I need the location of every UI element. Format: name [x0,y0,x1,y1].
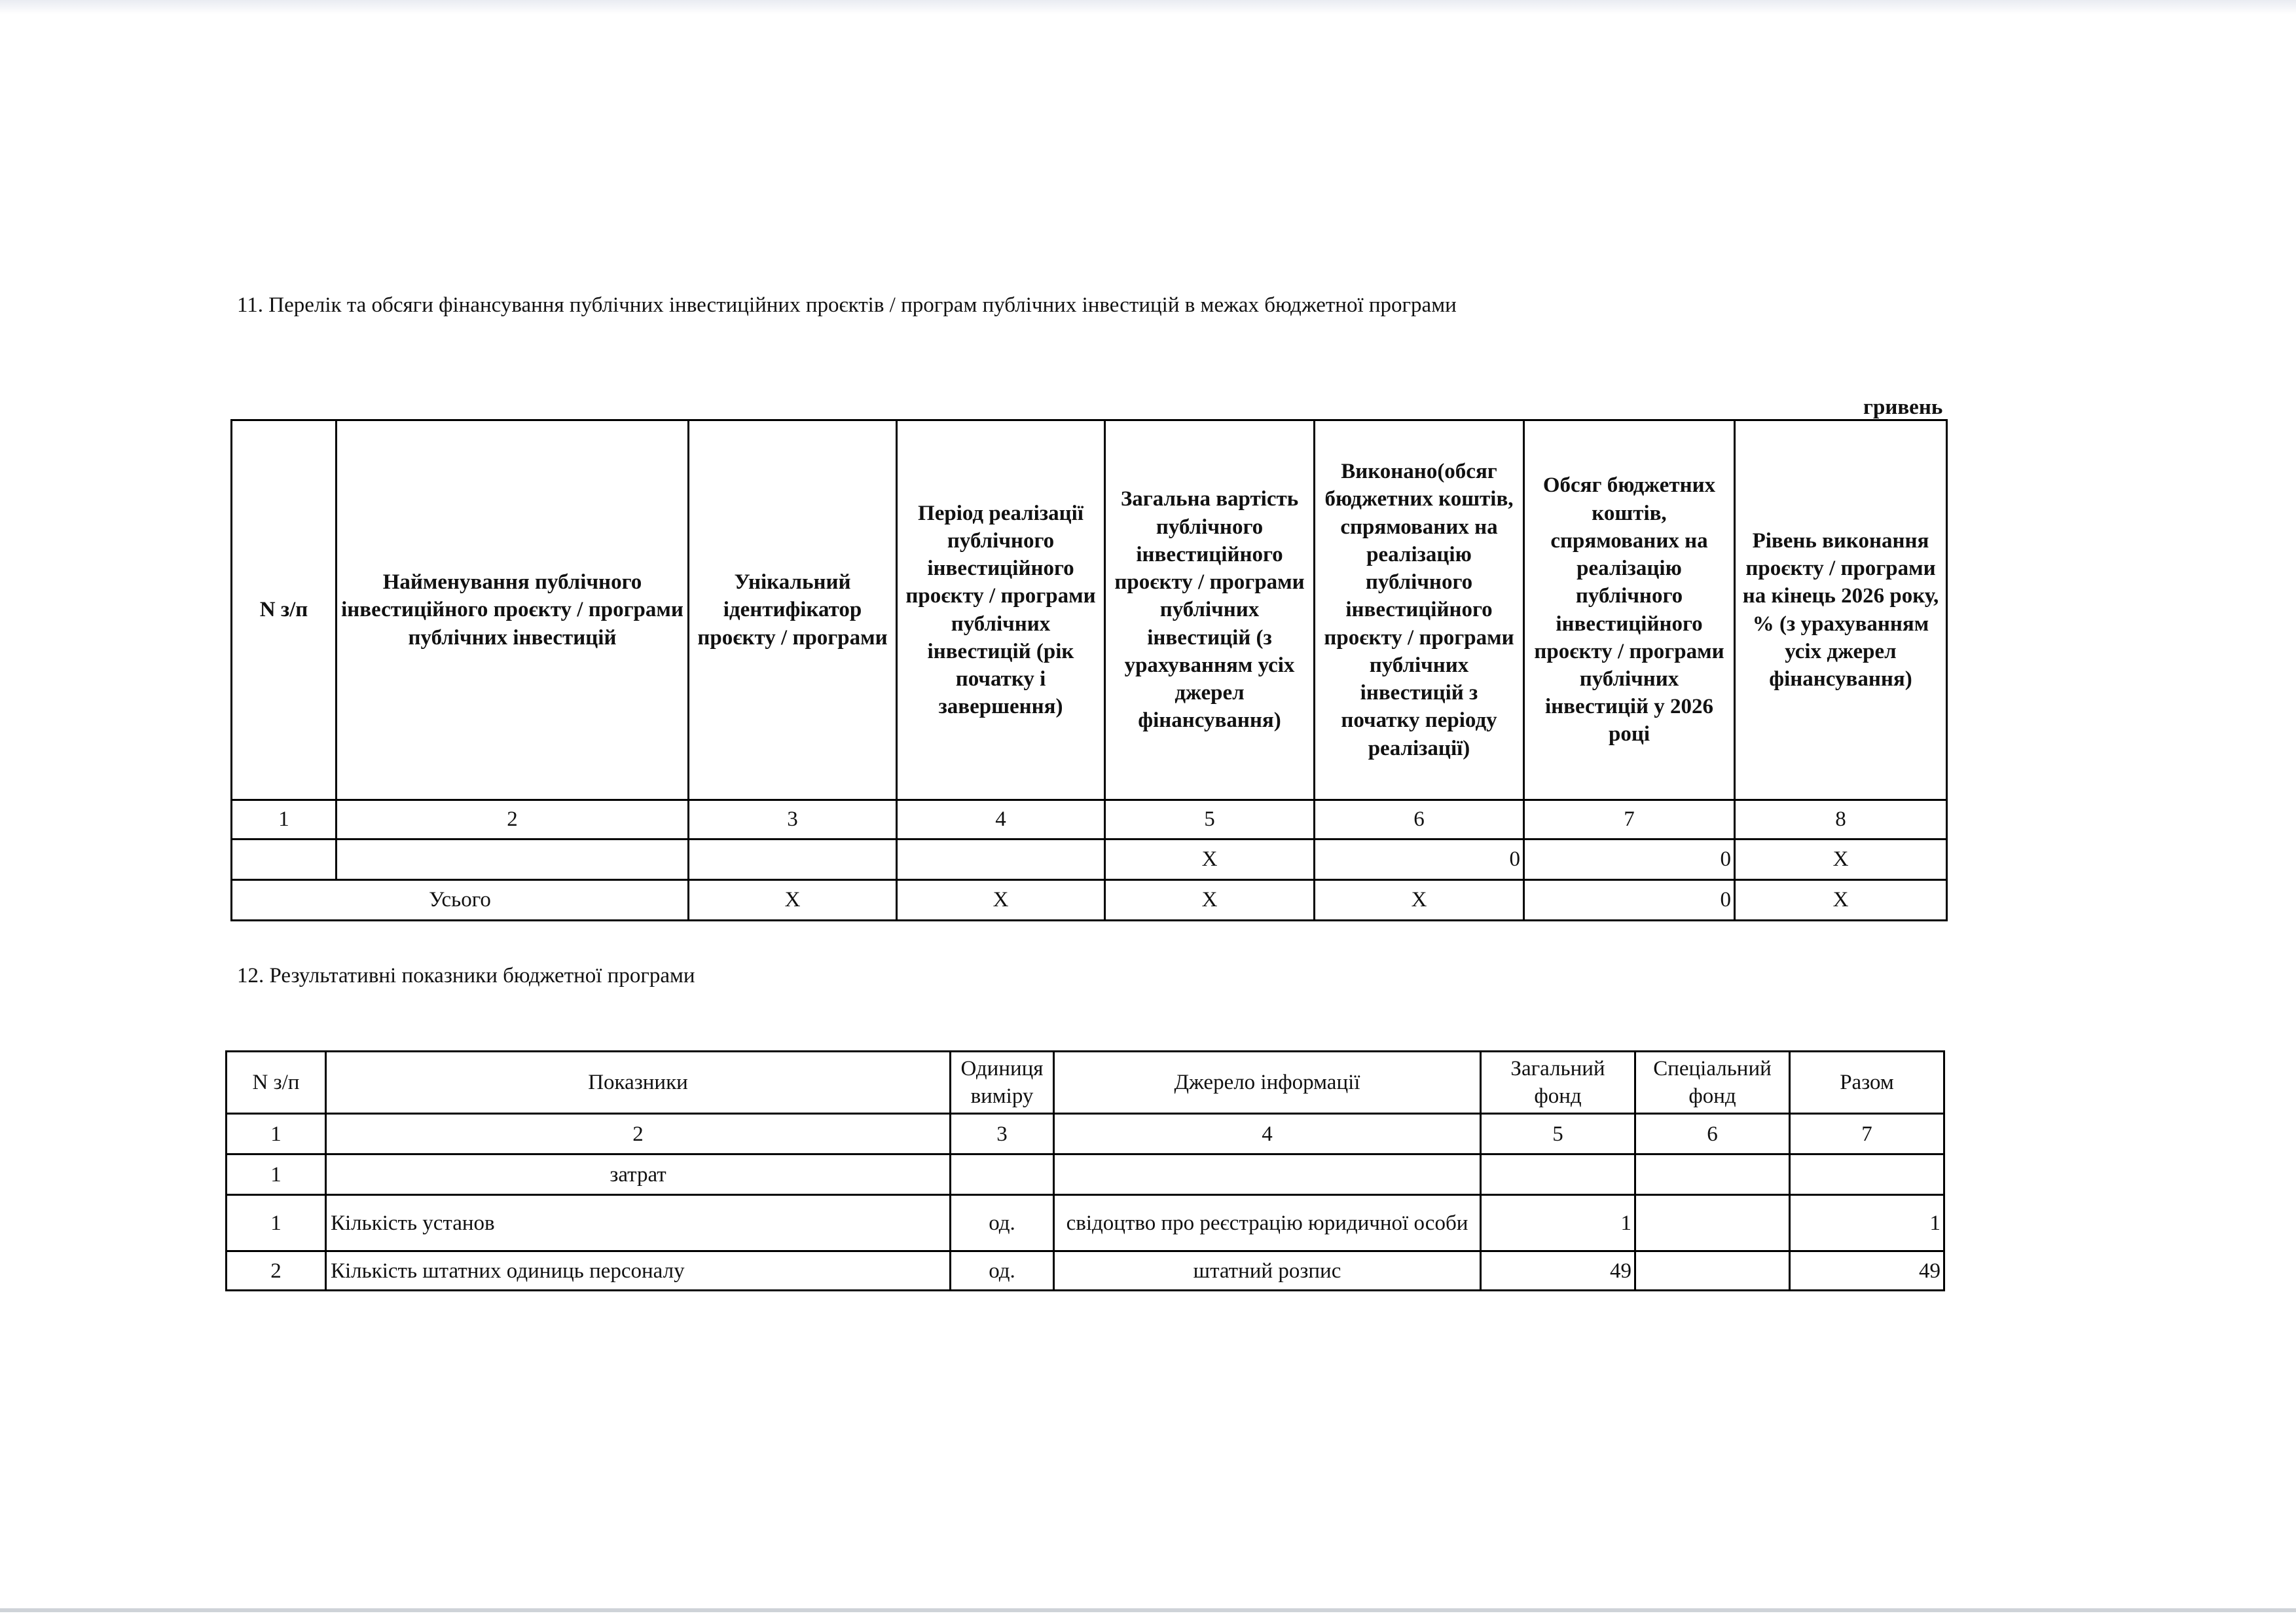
group-number: 1 [227,1154,326,1195]
total-cell: X [1315,880,1524,921]
header-cell: Загальний фонд [1481,1052,1635,1114]
currency-unit: гривень [1863,396,1943,419]
column-number: 6 [1635,1114,1790,1154]
column-number: 4 [897,800,1105,840]
group-row [227,1154,1944,1195]
empty-cell [1790,1154,1944,1195]
header-cell: N з/п [232,420,337,800]
row-cell [232,840,337,880]
general-fund-cell: 1 [1481,1195,1635,1251]
header-cell: Обсяг бюджетних коштів, спрямованих на реалізацію публічного інвестиційного проєкту / програми публічних інвестицій у 2026 році [1524,420,1735,800]
table-header-row [232,420,1947,800]
column-number: 5 [1481,1114,1635,1154]
scan-top-edge [0,0,2296,14]
column-number: 1 [232,800,337,840]
header-cell: Разом [1790,1052,1944,1114]
empty-cell [1054,1154,1481,1195]
source-cell: свідоцтво про реєстрацію юридичної особи [1054,1195,1481,1251]
total-cell: 1 [1790,1195,1944,1251]
investment-projects-table [230,419,1948,921]
column-number: 5 [1105,800,1315,840]
column-number: 4 [1054,1114,1481,1154]
scan-bottom-edge [0,1608,2296,1612]
row-number: 1 [227,1195,326,1251]
header-cell: Одиниця виміру [951,1052,1054,1114]
column-number: 3 [951,1114,1054,1154]
column-number: 6 [1315,800,1524,840]
row-number: 2 [227,1251,326,1291]
group-label: затрат [326,1154,951,1195]
total-label: Усього [232,880,689,921]
header-cell: Показники [326,1052,951,1114]
column-number: 1 [227,1114,326,1154]
row-cell: X [1735,840,1947,880]
total-row [232,880,1947,921]
indicator-name: Кількість штатних одиниць персоналу [326,1251,951,1291]
header-cell: Унікальний ідентифікатор проєкту / програми [689,420,897,800]
special-fund-cell [1635,1251,1790,1291]
column-number: 7 [1790,1114,1944,1154]
header-cell: Виконано(обсяг бюджетних коштів, спрямованих на реалізацію публічного інвестиційного проєкту / програми публічних інвестицій з початку періоду реалізації) [1315,420,1524,800]
unit-cell: од. [951,1195,1054,1251]
column-number: 8 [1735,800,1947,840]
header-cell: Джерело інформації [1054,1052,1481,1114]
source-cell: штатний розпис [1054,1251,1481,1291]
column-number: 2 [326,1114,951,1154]
empty-cell [951,1154,1054,1195]
total-cell: X [897,880,1105,921]
column-number: 7 [1524,800,1735,840]
table-header-row [227,1052,1944,1114]
empty-cell [1635,1154,1790,1195]
column-number-row [232,800,1947,840]
table-row [232,840,1947,880]
column-number-row [227,1114,1944,1154]
general-fund-cell: 49 [1481,1251,1635,1291]
column-number: 2 [337,800,689,840]
indicator-name: Кількість установ [326,1195,951,1251]
total-cell: X [1105,880,1315,921]
row-cell [897,840,1105,880]
row-cell [337,840,689,880]
performance-indicators-table [225,1050,1945,1291]
column-number: 3 [689,800,897,840]
row-cell: X [1105,840,1315,880]
total-cell: 0 [1524,880,1735,921]
section-11-title: 11. Перелік та обсяги фінансування публічних інвестиційних проєктів / програм публічних інвестицій в межах бюджетної програми [237,293,1457,317]
row-cell [689,840,897,880]
header-cell: Період реалізації публічного інвестиційного проєкту / програми публічних інвестицій (рік початку і завершення) [897,420,1105,800]
row-cell: 0 [1524,840,1735,880]
total-cell: X [689,880,897,921]
unit-cell: од. [951,1251,1054,1291]
total-cell: 49 [1790,1251,1944,1291]
special-fund-cell [1635,1195,1790,1251]
row-cell: 0 [1315,840,1524,880]
empty-cell [1481,1154,1635,1195]
header-cell: N з/п [227,1052,326,1114]
header-cell: Рівень виконання проєкту / програми на кінець 2026 року, % (з урахуванням усіх джерел фінансування) [1735,420,1947,800]
table-row [227,1195,1944,1251]
section-12-title: 12. Результативні показники бюджетної програми [237,964,695,987]
table-row [227,1251,1944,1291]
header-cell: Спеціальний фонд [1635,1052,1790,1114]
header-cell: Загальна вартість публічного інвестиційного проєкту / програми публічних інвестицій (з урахуванням усіх джерел фінансування) [1105,420,1315,800]
header-cell: Найменування публічного інвестиційного проєкту / програми публічних інвестицій [337,420,689,800]
total-cell: X [1735,880,1947,921]
